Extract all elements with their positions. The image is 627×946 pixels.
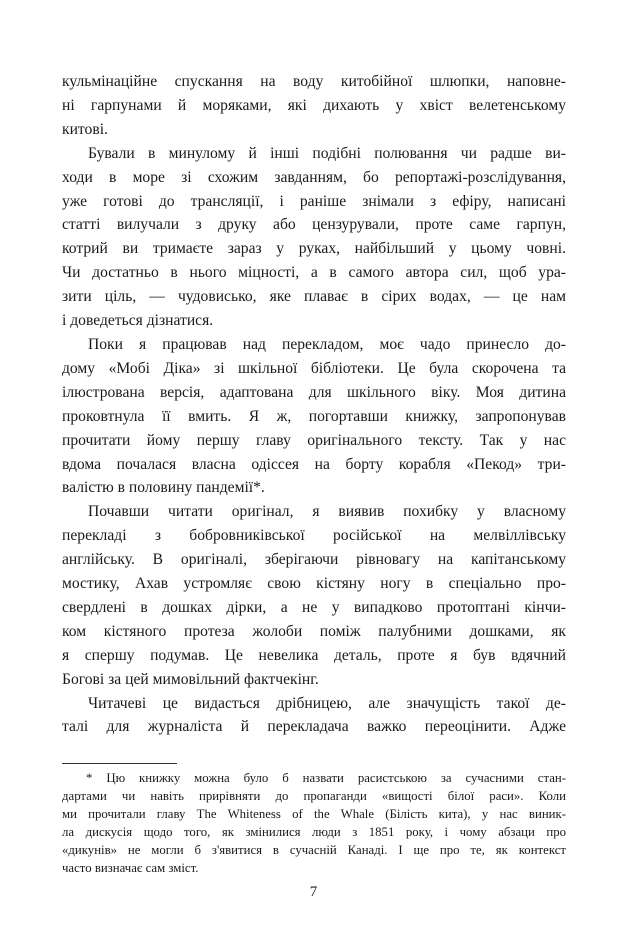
footnote-line: дартами чи навіть прирівняти до пропаганди «вищості білої раси». Коли: [62, 788, 566, 803]
text-line: зити ціль, — чудовисько, яке плаває в сірих водах, — це нам: [62, 288, 566, 306]
text-line: Богові за цей мимовільний фактчекінг.: [62, 670, 319, 688]
text-line: Чи достатньо в нього міцності, а в самого автора сил, щоб ура-: [62, 264, 566, 282]
text-line: ілюстрована версія, адаптована для шкільного віку. Моя дитина: [62, 383, 566, 401]
text-line: уже готові до трансляції, і раніше знімали з ефіру, написані: [62, 192, 566, 210]
text-line: дому «Мобі Діка» зі шкільної бібліотеки. Це була скорочена та: [62, 359, 566, 377]
text-line: котрий ви тримаєте зараз у руках, найбільший у цьому човні.: [62, 240, 566, 258]
footnote-separator: [62, 763, 177, 764]
text-line: свердлені в дошках дірки, а не у випадково протоптані кінчи-: [62, 598, 566, 616]
text-line: англійську. В оригіналі, зберігаючи рівновагу на капітанському: [62, 551, 566, 569]
footnote-line: часто визначає сам зміст.: [62, 860, 199, 875]
paragraph-5: [62, 692, 566, 740]
footnote-line: * Цю книжку можна було б назвати расистською за сучасними стан-: [86, 771, 566, 785]
paragraph-2: [62, 142, 566, 333]
text-line: Почавши читати оригінал, я виявив похибку у власному: [88, 503, 566, 521]
paragraph-3: [62, 333, 566, 500]
footnote: [62, 770, 566, 877]
text-line: Бували в минулому й інші подібні полювання чи радше ви-: [88, 144, 566, 162]
text-line: ком кістяного протеза жолоби поміж палубними дошками, як: [62, 622, 566, 640]
text-line: ходи в море зі схожим завданням, бо репортажі-розслідування,: [62, 168, 566, 186]
text-line: вдома почалася власна одіссея на борту корабля «Пекод» три-: [62, 455, 566, 473]
text-line: Читачеві це видасться дрібницею, але значущість такої де-: [88, 694, 566, 712]
text-line: кульмінаційне спускання на воду китобійної шлюпки, наповне-: [62, 73, 566, 90]
text-line: статті вилучали з друку або цензурували, проте саме гарпун,: [62, 216, 566, 234]
text-line: прочитати йому першу главу оригінального тексту. Так у нас: [62, 431, 566, 449]
page-number: 7: [309, 884, 318, 900]
text-line: валістю в половину пандемії*.: [62, 479, 265, 497]
text-line: Поки я працював над перекладом, моє чадо принесло до-: [88, 335, 566, 353]
footnote-line: ла дискусія щодо того, як змінилися люди з 1851 року, і чому абзаци про: [62, 824, 566, 839]
footnote-line: «дикунів» не могли б з'явитися в сучасній Канаді. І ще про те, як контекст: [62, 842, 566, 857]
text-line: китові.: [62, 120, 108, 138]
text-line: ні гарпунами й моряками, які дихають у хвіст велетенському: [62, 96, 566, 114]
text-line: проковтнула її вмить. Я ж, погортавши книжку, запропонував: [62, 407, 566, 425]
text-line: перекладі з бобровниківської російської на мелвіллівську: [62, 527, 566, 545]
paragraph-1: [62, 70, 566, 142]
text-line: і доведеться дізнатися.: [62, 312, 214, 330]
main-text: [62, 70, 566, 739]
text-line: талі для журналіста й перекладача важко переоцінити. Адже: [62, 718, 566, 736]
text-line: я спершу подумав. Це невелика деталь, проте я був вдячний: [62, 646, 566, 664]
text-line: мостику, Ахав устромляє свою кістяну ногу в спеціально про-: [62, 575, 566, 593]
footnote-line: ми прочитали главу The Whiteness of the Whale (Білість кита), у нас виник-: [62, 806, 566, 821]
paragraph-4: [62, 500, 566, 691]
